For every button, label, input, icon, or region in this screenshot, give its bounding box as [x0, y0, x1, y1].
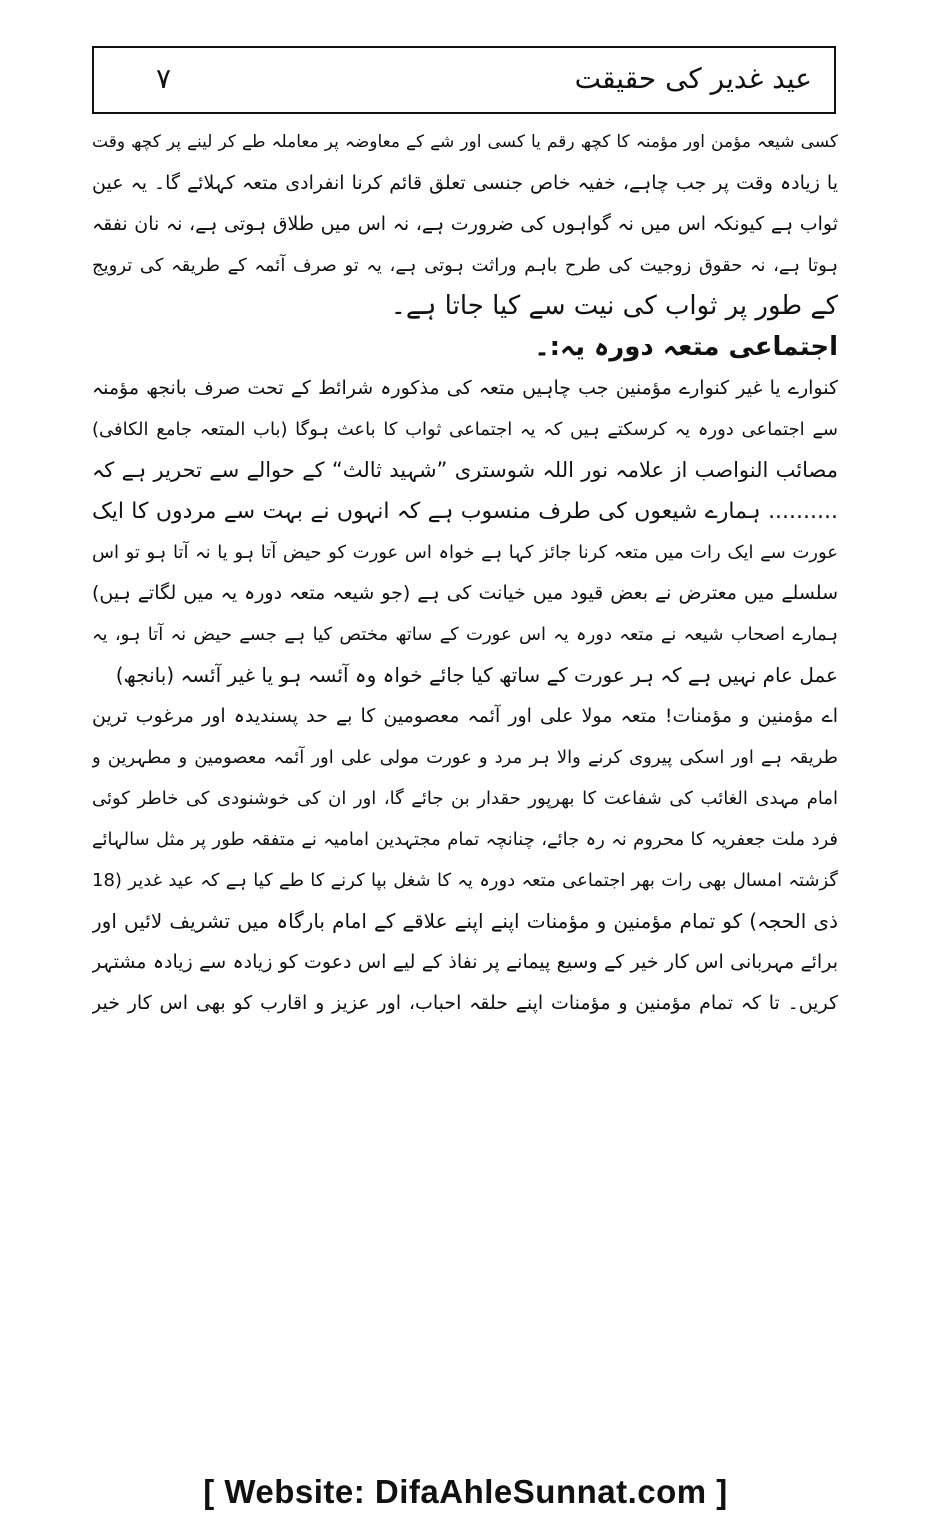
text-line: .......... ہمارے شیعوں کی طرف منسوب ہے کہ انہوں نے بہت سے مردوں کا ایک: [92, 499, 838, 524]
text-line: عمل عام نہیں ہے کہ ہر عورت کے ساتھ کیا جائے خواہ وہ آئسہ ہو یا غیر آئسہ (بانجھ): [115, 663, 838, 687]
section-heading: اجتماعی متعہ دورہ یہ:۔: [534, 332, 838, 362]
text-line: کریں۔ تا کہ تمام مؤمنین و مؤمنات اپنے حلقہ احباب، اور عزیز و اقارب کو بھی اس کار خیر: [92, 992, 838, 1014]
header-title: عید غدیر کی حقیقت: [574, 62, 812, 95]
page-number: ۷: [156, 62, 172, 95]
text-line: ذی الحجہ) کو تمام مؤمنین و مؤمنات اپنے اپنے علاقے کے امام بارگاہ میں تشریف لائیں اور: [92, 909, 838, 933]
text-line: ہمارے اصحاب شیعہ نے متعہ دورہ یہ اس عورت کے ساتھ مختص کیا ہے جسے حیض نہ آتا ہو، یہ: [92, 624, 838, 645]
text-line: امام مہدی الغائب کی شفاعت کا بھرپور حقدار بن جائے گا، اور ان کی خوشنودی کی خاطر کوئی: [92, 788, 838, 809]
page-header: [92, 46, 836, 114]
website-footer: [ Website: DifaAhleSunnat.com ]: [203, 1473, 728, 1510]
text-line: سلسلے میں معترض نے بعض قیود میں خیانت کی ہے (جو شیعہ متعہ دورہ یہ میں لگاتے ہیں): [92, 582, 838, 604]
text-line: گزشتہ امسال بھی رات بھر اجتماعی متعہ دورہ یہ کا شغل بپا کرنے کا طے کیا ہے کہ عید غدیر (18: [92, 870, 838, 891]
text-line: عورت سے ایک رات میں متعہ کرنا جائز کہا ہے خواہ اس عورت کو حیض آتا ہو یا نہ آتا ہو تو اس: [92, 542, 838, 563]
text-line: اے مؤمنین و مؤمنات! متعہ مولا علی اور آئمہ معصومین کا بے حد پسندیدہ اور مرغوب ترین: [92, 705, 838, 727]
text-line: برائے مہربانی اس کار خیر کے وسیع پیمانے پر نفاذ کے لیے اس دعوت کو زیادہ سے زیادہ مشتہر: [92, 951, 838, 973]
text-line: ہوتا ہے، نہ حقوق زوجیت کی طرح باہم وراثت ہوتی ہے، یہ تو صرف آئمہ کے طریقہ کی ترویج: [92, 255, 838, 276]
text-line: مصائب النواصب از علامہ نور اللہ شوستری ”شہید ثالث“ کے حوالے سے تحریر ہے کہ: [92, 458, 838, 482]
text-line: طریقہ ہے اور اسکی پیروی کرنے والا ہر مرد و عورت مولی علی اور آئمہ معصومین و مطہرین و: [92, 747, 838, 768]
page-body: [92, 122, 838, 1402]
text-line: یا زیادہ وقت پر جب چاہے، خفیہ خاص جنسی تعلق قائم کرنا انفرادی متعہ کہلائے گا۔ یہ عین: [92, 172, 838, 194]
text-line: کسی شیعہ مؤمن اور مؤمنہ کا کچھ رقم یا کسی اور شے کے معاوضہ پر معاملہ طے کر لینے پر کچھ وقت: [92, 132, 838, 152]
text-line: کے طور پر ثواب کی نیت سے کیا جاتا ہے۔: [390, 291, 838, 321]
text-line: کنوارے یا غیر کنوارے مؤمنین جب چاہیں متعہ کی مذکورہ شرائط کے تحت صرف بانجھ مؤمنہ: [92, 377, 838, 399]
text-line: ثواب ہے کیونکہ اس میں نہ گواہوں کی ضرورت ہے، نہ اس میں طلاق ہوتی ہے، نہ نان نفقہ: [92, 213, 838, 235]
text-line: فرد ملت جعفریہ کا محروم نہ رہ جائے، چنانچہ تمام مجتہدین امامیہ نے متفقہ طور پر مثل سالہائے: [92, 829, 838, 850]
text-line: سے اجتماعی دورہ یہ کرسکتے ہیں کہ یہ اجتماعی ثواب کا باعث ہوگا (باب المتعہ جامع الکافی): [92, 419, 838, 440]
